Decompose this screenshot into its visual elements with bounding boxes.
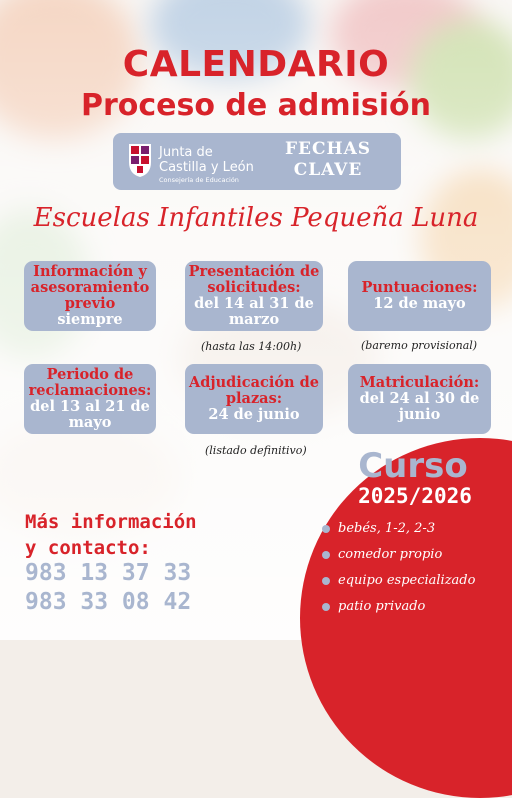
coat-of-arms-icon — [127, 142, 153, 178]
step-card-enrollment — [348, 364, 491, 434]
bullet-icon — [322, 577, 330, 585]
page-title: CALENDARIO — [122, 44, 390, 85]
phone-number[interactable]: 983 13 37 33 — [25, 560, 192, 586]
bullet-icon — [322, 525, 330, 533]
badge-line2: CLAVE — [293, 160, 363, 180]
step-heading: Matriculación: — [359, 374, 480, 391]
step-card-applications — [185, 261, 323, 331]
contact-heading-line1: Más información — [25, 511, 197, 533]
step-heading: Puntuaciones: — [361, 279, 478, 296]
org-department: Consejería de Educación — [159, 176, 239, 184]
feature-label: comedor propio — [338, 547, 443, 562]
phone-number[interactable]: 983 33 08 42 — [25, 589, 192, 615]
feature-item — [322, 599, 425, 614]
step-heading: Información y asesoramiento previo — [30, 263, 150, 312]
key-dates-badge — [263, 139, 393, 181]
course-label: Curso — [358, 446, 468, 486]
badge-line1: FECHAS — [284, 139, 372, 159]
org-name-line2: Castilla y León — [159, 160, 254, 175]
step-card-information — [24, 261, 156, 331]
step-heading: Periodo de reclamaciones: — [28, 366, 152, 399]
step-note: (baremo provisional) — [361, 339, 478, 352]
step-card-allocation — [185, 364, 323, 434]
bullet-icon — [322, 603, 330, 611]
feature-label: patio privado — [338, 599, 426, 614]
logo-banner — [113, 133, 401, 190]
school-name: Escuelas Infantiles Pequeña Luna — [33, 203, 479, 233]
step-detail: 12 de mayo — [373, 295, 466, 312]
step-detail: del 14 al 31 de marzo — [194, 295, 314, 328]
step-heading: Presentación de solicitudes: — [188, 263, 320, 296]
feature-label: equipo especializado — [338, 573, 476, 588]
feature-item — [322, 547, 442, 562]
page-subtitle: Proceso de admisión — [80, 88, 432, 123]
feature-item — [322, 573, 475, 588]
step-detail: siempre — [57, 311, 123, 328]
contact-heading — [25, 509, 197, 561]
course-year: 2025/2026 — [358, 484, 472, 508]
step-heading: Adjudicación de plazas: — [188, 374, 319, 407]
step-note: (listado definitivo) — [205, 444, 307, 457]
feature-item — [322, 521, 435, 536]
org-name-line1: Junta de — [159, 145, 213, 160]
step-detail: del 13 al 21 de mayo — [30, 398, 150, 431]
contact-heading-line2: y contacto: — [25, 537, 151, 559]
feature-label: bebés, 1-2, 2-3 — [338, 521, 436, 536]
bullet-icon — [322, 551, 330, 559]
step-note: (hasta las 14:00h) — [201, 340, 302, 353]
step-card-claims — [24, 364, 156, 434]
step-card-scores — [348, 261, 491, 331]
step-detail: del 24 al 30 de junio — [359, 390, 480, 423]
step-detail: 24 de junio — [208, 406, 300, 423]
